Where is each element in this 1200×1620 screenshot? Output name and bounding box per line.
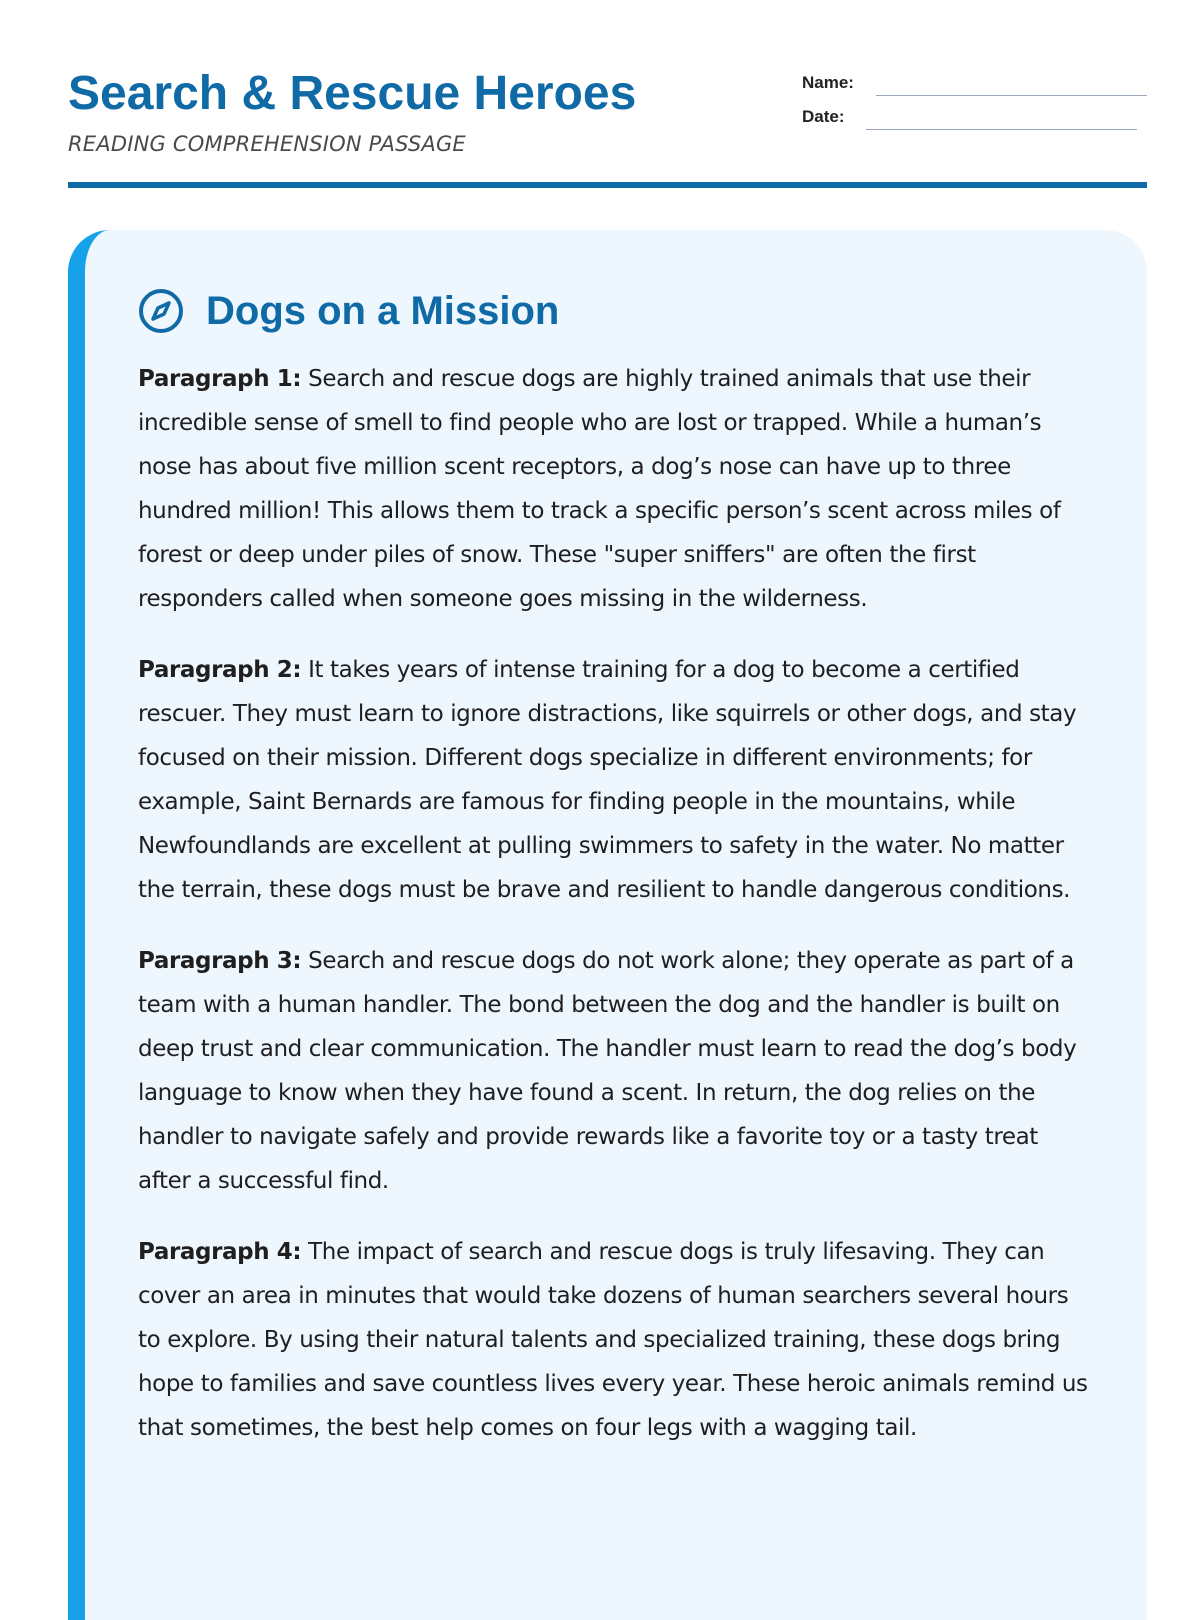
section-title: Dogs on a Mission: [206, 289, 560, 333]
paragraph-text: It takes years of intense training for a dog to become a certified rescuer. They must learn to ignore distractions, like squirrels or other dogs, and stay focused on their mission. Different dogs specialize in different environments; for example, Saint Bernards are famous for finding people in the mountains, while Newfoundlands are excellent at pulling swimmers to safety in the water. No matter the terrain, these dogs must be brave and resilient to handle dangerous conditions.: [138, 657, 1077, 903]
paragraph-4: [138, 1230, 1090, 1450]
name-label: Name:: [802, 73, 854, 92]
section-heading: [138, 286, 1038, 336]
header-divider: [68, 182, 1147, 188]
page-title: Search & Rescue Heroes: [68, 67, 637, 120]
paragraph-label: Paragraph 1:: [138, 366, 302, 392]
paragraph-text: The impact of search and rescue dogs is truly lifesaving. They can cover an area in minutes that would take dozens of human searchers several hours to explore. By using their natural talents and specialized training, these dogs bring hope to families and save countless lives every year. These heroic animals remind us that sometimes, the best help comes on four legs with a wagging tail.: [138, 1239, 1088, 1441]
page-subtitle: READING COMPREHENSION PASSAGE: [68, 132, 466, 156]
paragraph-text: Search and rescue dogs do not work alone; they operate as part of a team with a human handler. The bond between the dog and the handler is built on deep trust and clear communication. The handler must learn to read the dog’s body language to know when they have found a scent. In return, the dog relies on the handler to navigate safely and provide rewards like a favorite toy or a tasty treat after a successful find.: [138, 948, 1077, 1194]
paragraph-2: [138, 648, 1090, 912]
name-field-row: [802, 70, 1147, 96]
name-write-line[interactable]: [876, 95, 1147, 96]
date-field-row: [802, 104, 1137, 130]
student-info: [802, 70, 1147, 140]
paragraph-label: Paragraph 3:: [138, 948, 302, 974]
compass-icon: [138, 288, 184, 334]
paragraph-text: Search and rescue dogs are highly trained animals that use their incredible sense of smell to find people who are lost or trapped. While a human’s nose has about five million scent receptors, a dog’s nose can have up to three hundred million! This allows them to track a specific person’s scent across miles of forest or deep under piles of snow. These "super sniffers" are often the first responders called when someone goes missing in the wilderness.: [138, 366, 1061, 612]
worksheet-header: [68, 62, 1147, 190]
passage-body: [138, 357, 1090, 1477]
paragraph-label: Paragraph 2:: [138, 657, 302, 683]
paragraph-label: Paragraph 4:: [138, 1239, 302, 1265]
paragraph-3: [138, 939, 1090, 1203]
date-label: Date:: [802, 107, 845, 126]
paragraph-1: [138, 357, 1090, 621]
date-write-line[interactable]: [866, 129, 1137, 130]
passage-card: [68, 230, 1147, 1620]
